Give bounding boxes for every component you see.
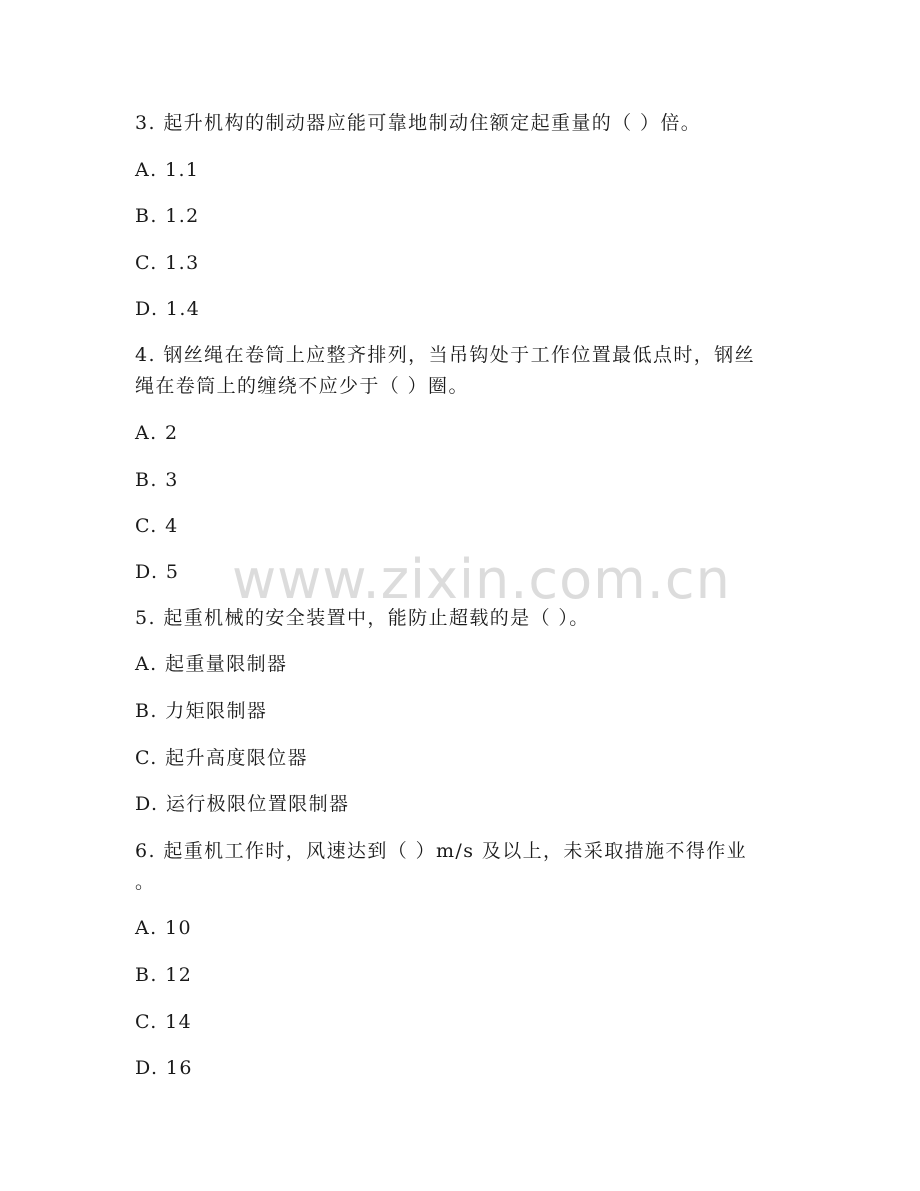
question-4-option-b: B. 3 (135, 469, 179, 491)
question-5-option-c: C. 起升高度限位器 (135, 747, 308, 769)
question-6-stem-line-2: 。 (135, 871, 156, 893)
question-6-option-d: D. 16 (135, 1057, 193, 1079)
question-6-stem-line-1: 6. 起重机工作时，风速达到（ ）m/s 及以上，未采取措施不得作业 (135, 840, 748, 862)
question-3-option-b: B. 1.2 (135, 205, 200, 227)
question-3-option-d: D. 1.4 (135, 298, 201, 320)
watermark: www.zixin.com.cn (232, 548, 731, 611)
question-5-option-d: D. 运行极限位置限制器 (135, 793, 350, 815)
question-6-option-c: C. 14 (135, 1011, 193, 1033)
question-6-option-b: B. 12 (135, 964, 193, 986)
question-4-stem-line-1: 4. 钢丝绳在卷筒上应整齐排列，当吊钩处于工作位置最低点时，钢丝 (135, 344, 755, 366)
question-4-option-d: D. 5 (135, 561, 180, 583)
question-4-option-c: C. 4 (135, 515, 179, 537)
question-4-option-a: A. 2 (135, 422, 179, 444)
question-5-option-a: A. 起重量限制器 (135, 653, 288, 675)
question-3-stem: 3. 起升机构的制动器应能可靠地制动住额定起重量的（ ）倍。 (135, 112, 702, 134)
question-3-option-c: C. 1.3 (135, 252, 200, 274)
question-4-stem-line-2: 绳在卷筒上的缠绕不应少于（ ）圈。 (135, 375, 469, 397)
question-5-option-b: B. 力矩限制器 (135, 700, 268, 722)
question-5-stem: 5. 起重机械的安全装置中，能防止超载的是（ ）。 (135, 607, 590, 629)
question-6-option-a: A. 10 (135, 917, 192, 939)
question-3-option-a: A. 1.1 (135, 159, 200, 181)
